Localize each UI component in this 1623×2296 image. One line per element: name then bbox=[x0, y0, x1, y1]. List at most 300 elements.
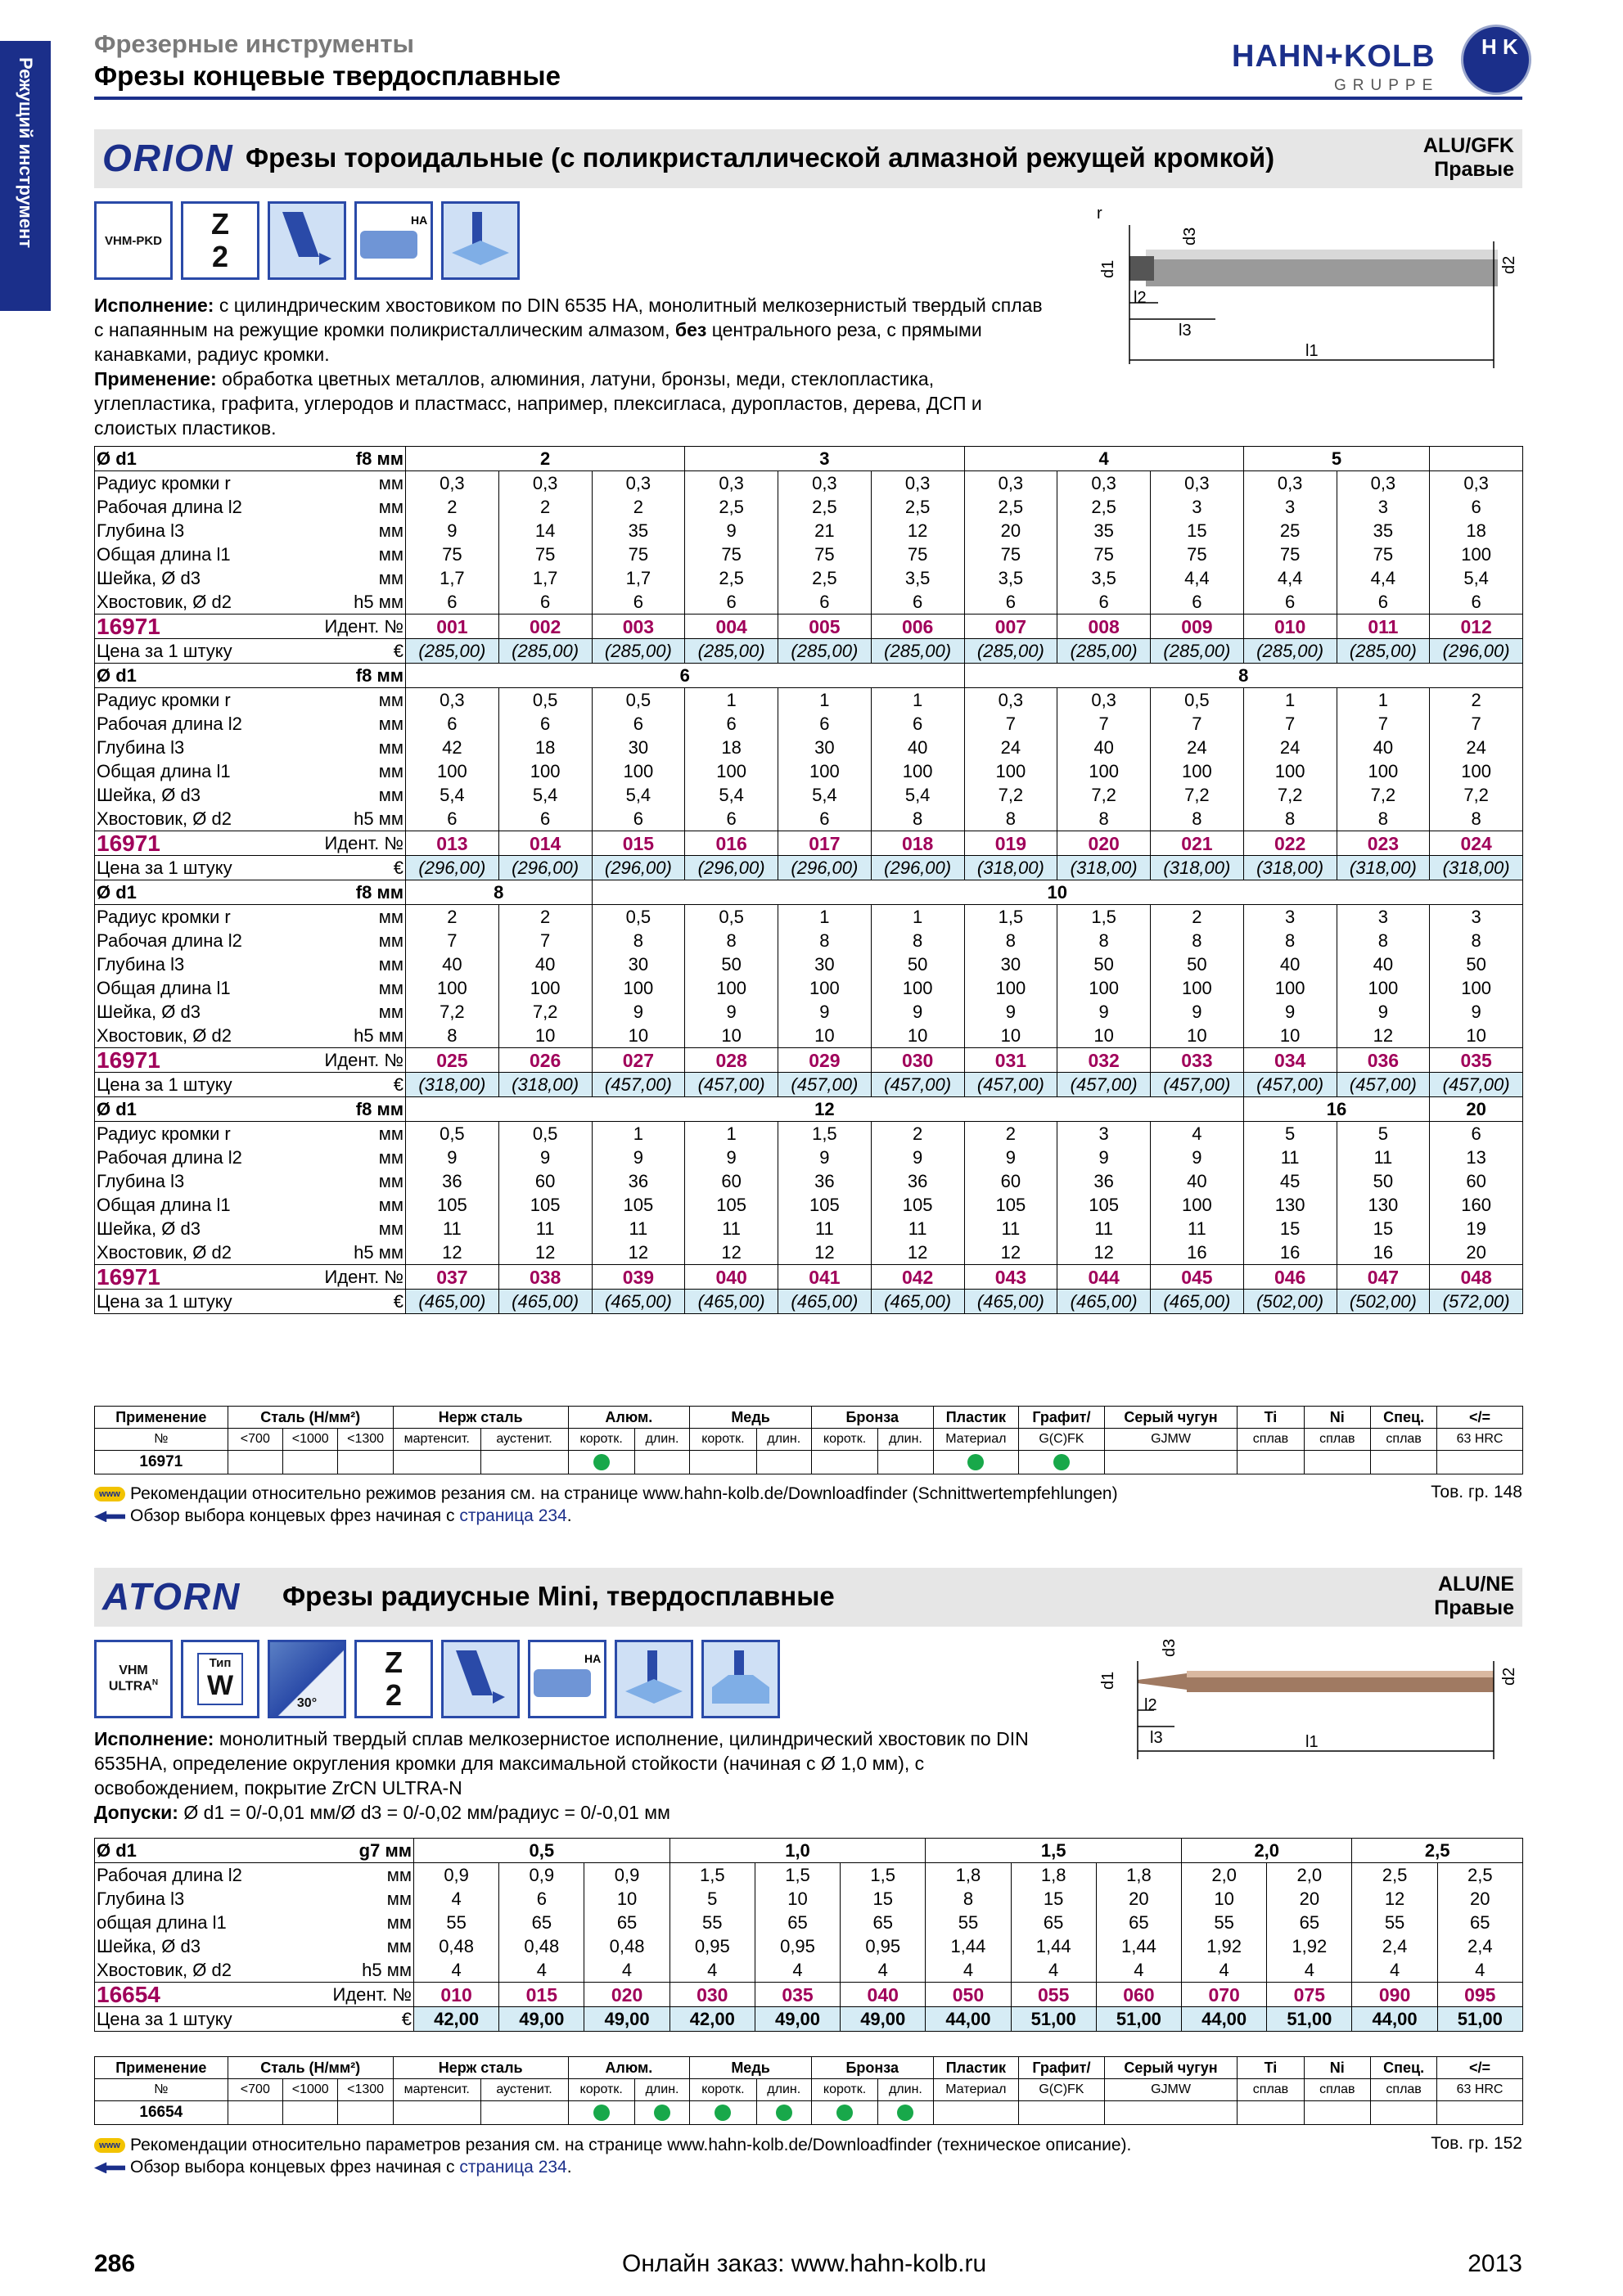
suitable-dot-icon bbox=[836, 2105, 853, 2121]
spec-cell: 2 bbox=[964, 1122, 1057, 1146]
www-icon: www bbox=[94, 2138, 125, 2153]
spec-cell: 5,4 bbox=[685, 783, 778, 807]
spec-cell: 2 bbox=[406, 495, 499, 519]
ident-cell[interactable]: 041 bbox=[778, 1265, 872, 1290]
spec-cell: 55 bbox=[669, 1911, 755, 1934]
spec-cell: 9 bbox=[592, 1146, 685, 1169]
ident-cell[interactable]: 015 bbox=[499, 1983, 584, 2007]
spec-cell: 6 bbox=[1151, 590, 1244, 615]
spec-cell: 36 bbox=[871, 1169, 964, 1193]
price-row: Цена за 1 штуку € (465,00) (465,00) (465,00) (465,00) (465,00) (465,00) (465,00) (465,00) (465,00) (502,00) (502,00) (572,00) bbox=[95, 1290, 1523, 1314]
svg-text:HA: HA bbox=[584, 1652, 602, 1665]
d1-value: 16 bbox=[1243, 1097, 1430, 1122]
ident-cell[interactable]: 010 bbox=[414, 1983, 499, 2007]
app-subheader-cell: длин. bbox=[634, 2079, 689, 2101]
spec-cell: 7,2 bbox=[1337, 783, 1430, 807]
spec-cell: 0,48 bbox=[499, 1934, 584, 1958]
app-header-cell: Алюм. bbox=[568, 2057, 690, 2079]
spec-cell: 15 bbox=[1243, 1217, 1337, 1240]
toroidal-cutting-icon bbox=[441, 201, 520, 280]
ident-cell[interactable]: 042 bbox=[871, 1265, 964, 1290]
spec-cell: 40 bbox=[498, 952, 592, 976]
spec-cell: 40 bbox=[406, 952, 499, 976]
app-subheader-cell: аустенит. bbox=[480, 2079, 568, 2101]
spec-cell: 5,4 bbox=[778, 783, 872, 807]
spec-cell: 10 bbox=[755, 1887, 840, 1911]
section-orion-title: Фрезы тороидальные (с поликристаллической алмазной режущей кромкой) bbox=[246, 142, 1275, 173]
app-suitability-cell bbox=[228, 2101, 282, 2125]
ident-cell[interactable]: 035 bbox=[1430, 1048, 1523, 1073]
spec-cell: 18 bbox=[498, 736, 592, 759]
ident-cell[interactable]: 043 bbox=[964, 1265, 1057, 1290]
spec-cell: 50 bbox=[685, 952, 778, 976]
spec-cell: 30 bbox=[592, 736, 685, 759]
spec-cell: 2,5 bbox=[778, 566, 872, 590]
price-cell: (502,00) bbox=[1243, 1290, 1337, 1314]
price-cell: (285,00) bbox=[1057, 639, 1151, 664]
spec-cell: 10 bbox=[1057, 1024, 1151, 1048]
price-cell: (465,00) bbox=[1057, 1290, 1151, 1314]
ident-cell[interactable]: 046 bbox=[1243, 1265, 1337, 1290]
ident-cell[interactable]: 027 bbox=[592, 1048, 685, 1073]
app-subheader-cell: GJMW bbox=[1104, 1429, 1238, 1451]
ident-cell[interactable]: 040 bbox=[841, 1983, 926, 2007]
ident-cell[interactable]: 006 bbox=[871, 615, 964, 639]
ident-row: 16971 Идент. № 025 026 027 028 029 030 031 032 033 034 036 035 bbox=[95, 1048, 1523, 1073]
spec-cell: 0,3 bbox=[1243, 471, 1337, 496]
spec-cell: 2,5 bbox=[685, 566, 778, 590]
spec-row-l1: Общая длина l1 мм 100 100 100 100 100 100 100 100 100 100 100 100 bbox=[95, 976, 1523, 1000]
spec-cell: 100 bbox=[1337, 759, 1430, 783]
app-header-cell: Спец. bbox=[1370, 2057, 1436, 2079]
ident-cell[interactable]: 048 bbox=[1430, 1265, 1523, 1290]
app-header-cell: Ni bbox=[1304, 2057, 1370, 2079]
spec-cell: 4 bbox=[499, 1958, 584, 1983]
spec-cell: 100 bbox=[1430, 759, 1523, 783]
price-cell: 51,00 bbox=[1437, 2007, 1522, 2032]
spec-cell: 105 bbox=[685, 1193, 778, 1217]
spec-cell: 40 bbox=[1243, 952, 1337, 976]
article-number: 16971 bbox=[95, 1265, 291, 1290]
spec-cell: 11 bbox=[1151, 1217, 1244, 1240]
ident-cell[interactable]: 023 bbox=[1337, 831, 1430, 856]
spec-cell: 0,95 bbox=[841, 1934, 926, 1958]
article-number: 16971 bbox=[95, 831, 291, 856]
spec-cell: 8 bbox=[1151, 807, 1244, 831]
ident-cell[interactable]: 034 bbox=[1243, 1048, 1337, 1073]
overview-page-link[interactable]: страница 234 bbox=[459, 2158, 567, 2177]
spec-cell: 7,2 bbox=[406, 1000, 499, 1024]
spec-cell: 30 bbox=[778, 736, 872, 759]
app-subheader-cell: аустенит. bbox=[480, 1429, 568, 1451]
ident-cell[interactable]: 037 bbox=[406, 1265, 499, 1290]
ident-cell[interactable]: 008 bbox=[1057, 615, 1151, 639]
overview-page-link[interactable]: страница 234 bbox=[459, 1506, 567, 1525]
price-cell: (457,00) bbox=[871, 1073, 964, 1097]
price-cell: (318,00) bbox=[1243, 856, 1337, 880]
app-subheader-cell: коротк. bbox=[690, 1429, 756, 1451]
spec-cell: 130 bbox=[1337, 1193, 1430, 1217]
spec-cell: 75 bbox=[1337, 542, 1430, 566]
ident-cell[interactable]: 047 bbox=[1337, 1265, 1430, 1290]
spec-cell: 105 bbox=[1057, 1193, 1151, 1217]
section-atorn-title: Фрезы радиусные Mini, твердосплавные bbox=[282, 1581, 835, 1611]
ident-cell[interactable]: 039 bbox=[592, 1265, 685, 1290]
spec-cell: 3 bbox=[1337, 905, 1430, 930]
spec-cell: 0,5 bbox=[498, 688, 592, 713]
app-suitability-cell bbox=[568, 2101, 634, 2125]
spec-cell: 100 bbox=[1430, 976, 1523, 1000]
ident-cell[interactable]: 032 bbox=[1057, 1048, 1151, 1073]
app-header-cell: Графит/ bbox=[1019, 1407, 1105, 1429]
spec-cell: 8 bbox=[926, 1887, 1011, 1911]
d1-row bbox=[95, 447, 1523, 471]
spec-cell: 8 bbox=[685, 929, 778, 952]
app-header-cell: Сталь (Н/мм²) bbox=[228, 1407, 393, 1429]
orion-note-cutting: www Рекомендации относительно режимов резания см. на странице www.hahn-kolb.de/Downloadfinder (Schnittwertempfehlungen) bbox=[94, 1483, 1118, 1505]
orion-tool-drawing bbox=[1080, 192, 1522, 389]
category-title: Фрезерные инструменты bbox=[94, 29, 414, 58]
spec-cell: 3,5 bbox=[964, 566, 1057, 590]
spec-cell: 5 bbox=[1337, 1122, 1430, 1146]
d1-value: 12 bbox=[406, 1097, 1244, 1122]
price-cell: (457,00) bbox=[1430, 1073, 1523, 1097]
spec-cell: 60 bbox=[498, 1169, 592, 1193]
app-article-number: 16654 bbox=[95, 2101, 228, 2125]
price-cell: (296,00) bbox=[1430, 639, 1523, 664]
ident-cell[interactable]: 020 bbox=[1057, 831, 1151, 856]
spec-cell: 42 bbox=[406, 736, 499, 759]
spec-cell: 5 bbox=[1243, 1122, 1337, 1146]
spec-cell: 9 bbox=[1057, 1146, 1151, 1169]
app-suitability-cell bbox=[690, 2101, 756, 2125]
spec-cell: 100 bbox=[871, 976, 964, 1000]
ident-cell[interactable]: 050 bbox=[926, 1983, 1011, 2007]
spec-cell: 100 bbox=[871, 759, 964, 783]
ident-cell[interactable]: 018 bbox=[871, 831, 964, 856]
spec-cell: 50 bbox=[1430, 952, 1523, 976]
app-article-number: 16971 bbox=[95, 1451, 228, 1474]
spec-cell: 24 bbox=[964, 736, 1057, 759]
ident-cell[interactable]: 070 bbox=[1182, 1983, 1267, 2007]
ident-cell[interactable]: 007 bbox=[964, 615, 1057, 639]
side-tab[interactable] bbox=[0, 41, 51, 311]
atorn-tool-drawing bbox=[1080, 1636, 1522, 1767]
app-subheader-cell: коротк. bbox=[811, 2079, 877, 2101]
spec-cell: 9 bbox=[592, 1000, 685, 1024]
spec-row-d3: Шейка, Ø d3 мм 7,2 7,2 9 9 9 9 9 9 9 9 9 9 bbox=[95, 1000, 1523, 1024]
spec-cell: 0,5 bbox=[592, 905, 685, 930]
ident-cell[interactable]: 030 bbox=[871, 1048, 964, 1073]
spec-cell: 105 bbox=[964, 1193, 1057, 1217]
footer-year: 2013 bbox=[1467, 2250, 1522, 2277]
orion-note-overview: Обзор выбора концевых фрез начиная с страница 234. bbox=[94, 1505, 572, 1527]
spec-cell: 2,4 bbox=[1352, 1934, 1437, 1958]
spec-cell: 2,5 bbox=[964, 495, 1057, 519]
app-suitability-cell bbox=[283, 1451, 338, 1474]
spec-cell: 7 bbox=[964, 712, 1057, 736]
spec-cell: 6 bbox=[499, 1887, 584, 1911]
ident-cell[interactable]: 022 bbox=[1243, 831, 1337, 856]
orion-spec-table bbox=[94, 446, 1523, 1314]
price-cell: (285,00) bbox=[498, 639, 592, 664]
ident-cell[interactable]: 029 bbox=[778, 1048, 872, 1073]
d1-row bbox=[95, 1097, 1523, 1122]
ident-cell[interactable]: 021 bbox=[1151, 831, 1244, 856]
spec-cell: 2,5 bbox=[1352, 1863, 1437, 1888]
spec-cell: 100 bbox=[406, 759, 499, 783]
spec-cell: 8 bbox=[1057, 807, 1151, 831]
spec-cell: 8 bbox=[1057, 929, 1151, 952]
spec-cell: 4 bbox=[669, 1958, 755, 1983]
price-cell: (318,00) bbox=[964, 856, 1057, 880]
ident-cell[interactable]: 003 bbox=[592, 615, 685, 639]
price-cell: 49,00 bbox=[841, 2007, 926, 2032]
atorn-product-group: Тов. гр. 152 bbox=[1431, 2134, 1522, 2153]
orion-brand-logo: ORION bbox=[102, 137, 234, 179]
spec-cell: 10 bbox=[592, 1024, 685, 1048]
spec-cell: 4 bbox=[755, 1958, 840, 1983]
d1-value: 1,0 bbox=[669, 1839, 926, 1863]
app-header-cell: Нерж сталь bbox=[393, 2057, 568, 2079]
svg-text:l3: l3 bbox=[1179, 322, 1192, 340]
ident-cell[interactable]: 019 bbox=[964, 831, 1057, 856]
ident-cell[interactable]: 031 bbox=[964, 1048, 1057, 1073]
spec-cell: 4 bbox=[1096, 1958, 1181, 1983]
hahn-kolb-logo bbox=[1228, 25, 1531, 94]
ident-cell[interactable]: 055 bbox=[1011, 1983, 1096, 2007]
d1-value: 2,0 bbox=[1182, 1839, 1352, 1863]
ident-cell[interactable]: 044 bbox=[1057, 1265, 1151, 1290]
spec-cell: 4 bbox=[1182, 1958, 1267, 1983]
ident-cell[interactable]: 016 bbox=[685, 831, 778, 856]
app-suitability-cell bbox=[338, 2101, 393, 2125]
spec-cell: 100 bbox=[1151, 976, 1244, 1000]
price-cell: (285,00) bbox=[964, 639, 1057, 664]
spec-cell: 7 bbox=[1057, 712, 1151, 736]
spec-cell: 4 bbox=[414, 1958, 499, 1983]
spec-cell: 35 bbox=[1337, 519, 1430, 542]
spec-row-l1: общая длина l1 мм 55 65 65 55 65 65 55 65 65 55 65 55 65 bbox=[95, 1911, 1523, 1934]
ident-cell[interactable]: 004 bbox=[685, 615, 778, 639]
app-header-cell: Серый чугун bbox=[1104, 2057, 1238, 2079]
spec-cell: 75 bbox=[1151, 542, 1244, 566]
suitable-dot-icon bbox=[776, 2105, 792, 2121]
ident-cell[interactable]: 010 bbox=[1243, 615, 1337, 639]
ident-cell[interactable]: 040 bbox=[685, 1265, 778, 1290]
spec-cell: 0,3 bbox=[498, 471, 592, 496]
app-subheader-cell: <1000 bbox=[283, 1429, 338, 1451]
ident-cell[interactable]: 015 bbox=[592, 831, 685, 856]
page-title: Фрезы концевые твердосплавные bbox=[94, 61, 561, 91]
spec-cell: 65 bbox=[1267, 1911, 1352, 1934]
app-header-cell: </= bbox=[1437, 2057, 1523, 2079]
spec-cell: 3 bbox=[1243, 905, 1337, 930]
spec-cell: 8 bbox=[592, 929, 685, 952]
spec-cell: 0,95 bbox=[755, 1934, 840, 1958]
spec-cell: 10 bbox=[1243, 1024, 1337, 1048]
spec-cell: 0,3 bbox=[1337, 471, 1430, 496]
spec-cell: 4 bbox=[414, 1887, 499, 1911]
spec-row-d3: Шейка, Ø d3 мм 11 11 11 11 11 11 11 11 11 15 15 19 bbox=[95, 1217, 1523, 1240]
ident-cell[interactable]: 026 bbox=[498, 1048, 592, 1073]
spec-cell: 9 bbox=[1057, 1000, 1151, 1024]
material-vhm-pkd-icon: VHM-PKD bbox=[94, 201, 173, 280]
app-subheader-cell: G(C)FK bbox=[1019, 2079, 1105, 2101]
suitable-dot-icon bbox=[967, 1454, 984, 1470]
spec-cell: 1,7 bbox=[498, 566, 592, 590]
article-number: 16654 bbox=[95, 1983, 291, 2007]
atorn-icon-row bbox=[94, 1640, 780, 1718]
app-header-cell: Графит/ bbox=[1019, 2057, 1105, 2079]
spec-cell: 0,3 bbox=[406, 471, 499, 496]
ident-cell[interactable]: 009 bbox=[1151, 615, 1244, 639]
d1-value: 1,5 bbox=[926, 1839, 1182, 1863]
spec-cell: 12 bbox=[1057, 1240, 1151, 1265]
ident-cell[interactable]: 060 bbox=[1096, 1983, 1181, 2007]
material-vhm-ultra-icon: VHM $ULTRA^N$ bbox=[94, 1640, 173, 1718]
app-subheader-cell: мартенсит. bbox=[393, 1429, 480, 1451]
ident-cell[interactable]: 090 bbox=[1352, 1983, 1437, 2007]
spec-cell: 16 bbox=[1151, 1240, 1244, 1265]
price-cell: 49,00 bbox=[584, 2007, 669, 2032]
ident-cell[interactable]: 035 bbox=[755, 1983, 840, 2007]
spec-cell: 1,8 bbox=[926, 1863, 1011, 1888]
app-header-cell: Серый чугун bbox=[1104, 1407, 1238, 1429]
app-header-cell: Применение bbox=[95, 1407, 228, 1429]
app-header-cell: Ti bbox=[1238, 1407, 1304, 1429]
suitable-dot-icon bbox=[715, 2105, 731, 2121]
spec-cell: 14 bbox=[498, 519, 592, 542]
ident-cell[interactable]: 020 bbox=[584, 1983, 669, 2007]
price-cell: (457,00) bbox=[964, 1073, 1057, 1097]
ident-cell[interactable]: 017 bbox=[778, 831, 872, 856]
svg-text:l1: l1 bbox=[1305, 1733, 1319, 1751]
d1-value: 5 bbox=[1243, 447, 1430, 471]
spec-cell: 1 bbox=[871, 905, 964, 930]
d1-value: 3 bbox=[685, 447, 964, 471]
spec-cell: 105 bbox=[592, 1193, 685, 1217]
spec-cell: 10 bbox=[871, 1024, 964, 1048]
app-subheader-cell: Материал bbox=[933, 2079, 1019, 2101]
ident-cell[interactable]: 025 bbox=[406, 1048, 499, 1073]
app-suitability-cell bbox=[568, 1451, 634, 1474]
spec-cell: 8 bbox=[1430, 807, 1523, 831]
spec-cell: 6 bbox=[1430, 1122, 1523, 1146]
app-header-cell: Медь bbox=[690, 2057, 812, 2079]
svg-text:HA: HA bbox=[411, 214, 428, 227]
spec-cell: 10 bbox=[1430, 1024, 1523, 1048]
ident-cell[interactable]: 013 bbox=[406, 831, 499, 856]
d1-value: 2 bbox=[406, 447, 685, 471]
spec-cell: 8 bbox=[1243, 929, 1337, 952]
app-suitability-cell bbox=[1104, 1451, 1238, 1474]
ident-cell[interactable]: 005 bbox=[778, 615, 872, 639]
spec-cell: 75 bbox=[592, 542, 685, 566]
app-subheader-cell: длин. bbox=[756, 2079, 811, 2101]
spec-cell: 4,4 bbox=[1337, 566, 1430, 590]
app-subheader-cell: длин. bbox=[878, 2079, 933, 2101]
spec-cell: 0,48 bbox=[414, 1934, 499, 1958]
ident-cell[interactable]: 030 bbox=[669, 1983, 755, 2007]
app-suitability-cell bbox=[1437, 2101, 1523, 2125]
spec-cell: 11 bbox=[592, 1217, 685, 1240]
ident-cell[interactable]: 028 bbox=[685, 1048, 778, 1073]
app-header-cell: Алюм. bbox=[568, 1407, 690, 1429]
ident-cell[interactable]: 002 bbox=[498, 615, 592, 639]
spec-cell: 100 bbox=[1057, 759, 1151, 783]
spec-cell: 7,2 bbox=[1151, 783, 1244, 807]
spec-cell: 7,2 bbox=[1430, 783, 1523, 807]
ident-cell[interactable]: 012 bbox=[1430, 615, 1523, 639]
ident-cell[interactable]: 045 bbox=[1151, 1265, 1244, 1290]
spec-cell: 6 bbox=[685, 590, 778, 615]
suitable-dot-icon bbox=[593, 1454, 610, 1470]
spec-cell: 6 bbox=[1243, 590, 1337, 615]
app-header-cell: </= bbox=[1437, 1407, 1523, 1429]
spec-cell: 100 bbox=[964, 759, 1057, 783]
spec-cell: 100 bbox=[685, 759, 778, 783]
section-atorn-class: ALU/NE Правые bbox=[1434, 1573, 1514, 1619]
d1-value: 8 bbox=[964, 664, 1523, 688]
ident-cell[interactable]: 036 bbox=[1337, 1048, 1430, 1073]
arrow-left-icon bbox=[94, 2162, 125, 2173]
app-subheader-cell: GJMW bbox=[1104, 2079, 1238, 2101]
shank-ha-icon bbox=[528, 1640, 606, 1718]
ident-cell[interactable]: 038 bbox=[498, 1265, 592, 1290]
spec-cell: 4,4 bbox=[1151, 566, 1244, 590]
price-cell: 51,00 bbox=[1267, 2007, 1352, 2032]
app-header-cell: Ti bbox=[1238, 2057, 1304, 2079]
ident-cell[interactable]: 075 bbox=[1267, 1983, 1352, 2007]
orion-application-text: Применение: обработка цветных металлов, алюминия, латуни, бронзы, меди, стеклопластика, углепластика, графита, углеродов и пластмасс, например, плексигласа, дуропластов, дерева, ДСП и слоистых пластиков. bbox=[94, 368, 982, 439]
spec-cell: 2 bbox=[406, 905, 499, 930]
spec-cell: 65 bbox=[499, 1911, 584, 1934]
spec-cell: 11 bbox=[406, 1217, 499, 1240]
ident-cell[interactable]: 024 bbox=[1430, 831, 1523, 856]
spec-cell: 5,4 bbox=[871, 783, 964, 807]
spec-cell: 0,3 bbox=[871, 471, 964, 496]
spec-cell: 75 bbox=[1243, 542, 1337, 566]
ident-cell[interactable]: 033 bbox=[1151, 1048, 1244, 1073]
d1-label: Ø d1 bbox=[95, 880, 291, 905]
ident-cell[interactable]: 095 bbox=[1437, 1983, 1522, 2007]
ident-cell[interactable]: 011 bbox=[1337, 615, 1430, 639]
spec-cell: 75 bbox=[1057, 542, 1151, 566]
spec-cell: 35 bbox=[1057, 519, 1151, 542]
price-cell: (296,00) bbox=[778, 856, 872, 880]
app-subheader-cell: сплав bbox=[1304, 1429, 1370, 1451]
spec-cell: 3 bbox=[1337, 495, 1430, 519]
suitable-dot-icon bbox=[593, 2105, 610, 2121]
atorn-note-overview: Обзор выбора концевых фрез начиная с страница 234. bbox=[94, 2156, 572, 2178]
spec-cell: 0,3 bbox=[685, 471, 778, 496]
ident-cell[interactable]: 014 bbox=[498, 831, 592, 856]
ident-cell[interactable]: 001 bbox=[406, 615, 499, 639]
spec-cell: 18 bbox=[1430, 519, 1523, 542]
spec-row-l3: Глубина l3 мм 40 40 30 50 30 50 30 50 50 40 40 50 bbox=[95, 952, 1523, 976]
spec-cell: 3 bbox=[1057, 1122, 1151, 1146]
price-cell: (465,00) bbox=[685, 1290, 778, 1314]
spec-row-d2: Хвостовик, Ø d2 h5 мм 8 10 10 10 10 10 10 10 10 10 12 10 bbox=[95, 1024, 1523, 1048]
spec-cell: 6 bbox=[498, 712, 592, 736]
app-subheader-cell: коротк. bbox=[811, 1429, 877, 1451]
price-cell: (457,00) bbox=[1151, 1073, 1244, 1097]
spec-cell: 9 bbox=[1430, 1000, 1523, 1024]
spec-cell: 40 bbox=[1337, 952, 1430, 976]
spec-cell: 65 bbox=[1011, 1911, 1096, 1934]
spec-cell: 8 bbox=[1243, 807, 1337, 831]
